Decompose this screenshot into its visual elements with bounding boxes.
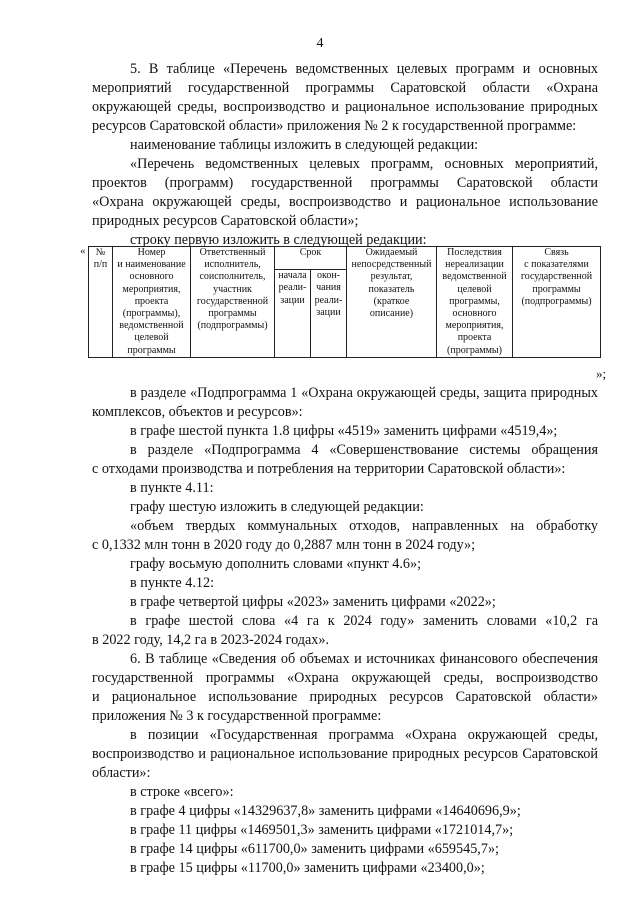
- col-term-header: Срок: [275, 247, 347, 270]
- text-block-bottom: [92, 384, 598, 878]
- text-line: в строке «всего»:: [130, 784, 234, 800]
- text-line: в графе шестой пункта 1.8 цифры «4519» заменить цифрами «4519,4»;: [130, 423, 558, 439]
- text-line: окружающей среды, воспроизводство и рациональное использование природных: [92, 99, 598, 115]
- col-consequences-header: Последствия нереализации ведомственной целевой программы, основного мероприятия, проекта (программы): [437, 247, 513, 358]
- text-line: графу шестую изложить в следующей редакции:: [130, 499, 424, 515]
- text-line: в графе шестой слова «4 га к 2024 году» заменить словами «10,2 га: [130, 613, 598, 629]
- programs-table: [88, 246, 601, 358]
- text-line: комплексов, объектов и ресурсов»:: [92, 404, 303, 420]
- text-line: строку первую изложить в следующей редакции:: [130, 232, 427, 248]
- text-line: «Охрана окружающей среды, воспроизводство и рациональное использование: [92, 194, 598, 210]
- col-expected-header: Ожидаемый непосредственный результат, показатель (краткое описание): [347, 247, 437, 358]
- table-header-row: [89, 247, 601, 270]
- text-line: воспроизводство и рациональное использование природных ресурсов Саратовской: [92, 746, 598, 762]
- text-line: в разделе «Подпрограмма 4 «Совершенствование системы обращения: [130, 442, 598, 458]
- text-line: в позиции «Государственная программа «Охрана окружающей среды,: [130, 727, 598, 743]
- text-line: в графе 11 цифры «1469501,3» заменить цифрами «1721014,7»;: [130, 822, 514, 838]
- text-line: в графе четвертой цифры «2023» заменить цифрами «2022»;: [130, 594, 496, 610]
- text-line: и рациональное использование природных ресурсов Саратовской области»: [92, 689, 598, 705]
- text-line: ресурсов Саратовской области» приложения № 2 к государственной программе:: [92, 118, 577, 134]
- col-link-header: Связь с показателями государственной программы (подпрограммы): [513, 247, 601, 358]
- text-line: с 0,1332 млн тонн в 2020 году до 0,2887 млн тонн в 2024 году»;: [92, 537, 476, 553]
- text-line: 5. В таблице «Перечень ведомственных целевых программ и основных: [130, 61, 598, 77]
- text-line: 6. В таблице «Сведения об объемах и источниках финансового обеспечения: [130, 651, 598, 667]
- text-line: в разделе «Подпрограмма 1 «Охрана окружающей среды, защита природных: [130, 385, 598, 401]
- text-line: области»:: [92, 765, 151, 781]
- text-line: наименование таблицы изложить в следующей редакции:: [130, 137, 479, 153]
- text-line: графу восьмую дополнить словами «пункт 4.6»;: [130, 556, 422, 572]
- table-open-quote: «: [80, 245, 86, 257]
- text-line: с отходами производства и потребления на территории Саратовской области»:: [92, 461, 566, 477]
- text-line: в пункте 4.11:: [130, 480, 214, 496]
- text-line: в пункте 4.12:: [130, 575, 215, 591]
- page-number: 4: [316, 36, 324, 51]
- table-container: [88, 246, 600, 358]
- text-line: в графе 4 цифры «14329637,8» заменить цифрами «14640696,9»;: [130, 803, 521, 819]
- text-line: в графе 14 цифры «611700,0» заменить цифрами «659545,7»;: [130, 841, 499, 857]
- col-start-header: начала реали- зации: [275, 270, 311, 358]
- text-line: мероприятий государственной программы Саратовской области «Охрана: [92, 80, 598, 96]
- text-line: проектов (программ) государственной программы Саратовской области: [92, 175, 598, 191]
- text-line: в графе 15 цифры «11700,0» заменить цифрами «23400,0»;: [130, 860, 485, 876]
- col-responsible-header: Ответственный исполнитель, соисполнитель, участник государственной программы (подпрограммы): [191, 247, 275, 358]
- text-line: в 2022 году, 14,2 га в 2023-2024 годах».: [92, 632, 330, 648]
- text-line: приложения № 3 к государственной программе:: [92, 708, 382, 724]
- text-line: природных ресурсов Саратовской области»;: [92, 213, 359, 229]
- text-line: государственной программы «Охрана окружающей среды, воспроизводство: [92, 670, 598, 686]
- col-num-header: № п/п: [89, 247, 113, 358]
- text-block-top: [92, 60, 598, 250]
- table-close-quote: »;: [596, 366, 607, 381]
- col-end-header: окон- чания реали- зации: [311, 270, 347, 358]
- text-line: «Перечень ведомственных целевых программ, основных мероприятий,: [130, 156, 598, 172]
- text-line: «объем твердых коммунальных отходов, направленных на обработку: [130, 518, 598, 534]
- col-name-header: Номер и наименование основного мероприятия, проекта (программы), ведомственной целевой программы: [113, 247, 191, 358]
